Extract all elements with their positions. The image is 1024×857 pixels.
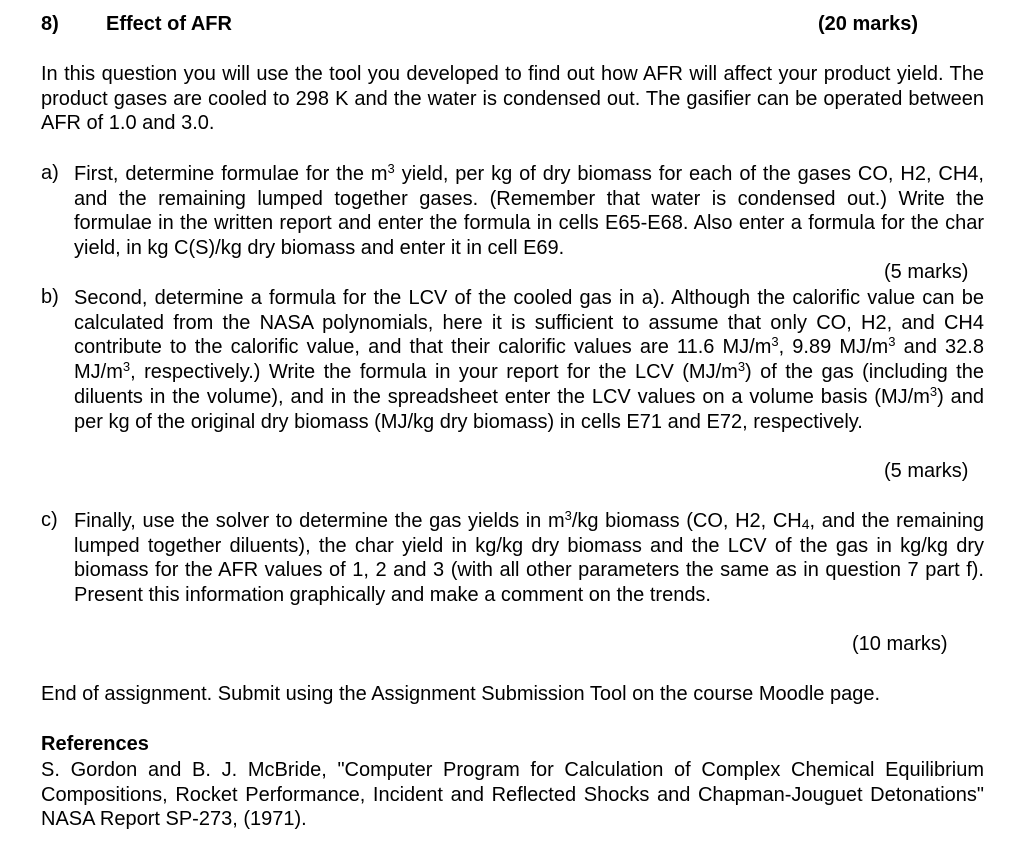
part-c-label: c)	[41, 509, 58, 531]
part-c-marks: (10 marks)	[852, 633, 948, 655]
references-heading: References	[41, 733, 149, 755]
reference-entry: S. Gordon and B. J. McBride, "Computer Program for Calculation of Complex Chemical Equilibrium Compositions, Rocket Performance, Incident and Reflected Shocks and Chapman-Jouguet Detonations" NASA Report SP-273, (1971).	[41, 759, 984, 831]
part-a-marks: (5 marks)	[884, 261, 969, 283]
part-b-marks: (5 marks)	[884, 460, 969, 482]
intro-paragraph: In this question you will use the tool you developed to find out how AFR will affect your product yield. The product gases are cooled to 298 K and the water is condensed out. The gasifier can be operated between AFR of 1.0 and 3.0.	[41, 63, 984, 135]
part-a-text: First, determine formulae for the $m^3$ yield, per kg of dry biomass for each of the gases CO, H2, CH4, and the remaining lumped together gases. (Remember that water is condensed out.) Write the formulae in the written report and enter the formula in cells E65-E68. Also enter a formula for the char yield, in kg C(S)/kg dry biomass and enter it in cell E69.	[74, 161, 984, 260]
question-number: 8)	[41, 13, 59, 35]
part-b-text: Second, determine a formula for the LCV of the cooled gas in a). Although the calorific value can be calculated from the NASA polynomials, here it is sufficient to assume that only CO, H2, and CH4 contribute to the calorific value, and that their calorific values are 11.6 $MJ/m^3$, 9.89 $MJ/m^3$ and 32.8 $MJ/m^3$, respectively.) Write the formula in your report for the LCV $(MJ/m^3)$ of the gas (including the diluents in the volume), and in the spreadsheet enter the LCV values on a volume basis $(MJ/m^3)$ and per kg of the original dry biomass (MJ/kg dry biomass) in cells E71 and E72, respectively.	[74, 287, 984, 433]
part-c-text: Finally, use the solver to determine the gas yields in $m^3/kg$ biomass (CO, H2, $CH_4$, and the remaining lumped together diluents), the char yield in kg/kg dry biomass and the LCV of the gas in kg/kg dry biomass for the AFR values of 1, 2 and 3 (with all other parameters the same as in question 7 part f). Present this information graphically and make a comment on the trends.	[74, 508, 984, 607]
end-note: End of assignment. Submit using the Assignment Submission Tool on the course Moodle page.	[41, 683, 881, 705]
question-title: Effect of AFR	[106, 13, 232, 35]
part-b-label: b)	[41, 286, 59, 308]
part-a-label: a)	[41, 162, 59, 184]
question-marks: (20 marks)	[818, 13, 919, 35]
